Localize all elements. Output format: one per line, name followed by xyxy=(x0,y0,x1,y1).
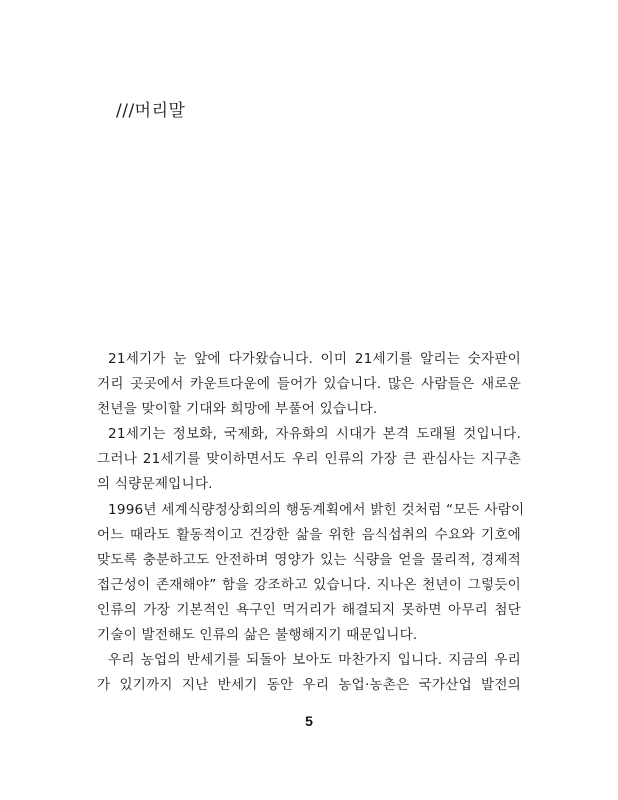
text-line: 가 있기까지 지난 반세기 동안 우리 농업·농촌은 국가산업 발전의 xyxy=(97,677,521,694)
text-line: 어느 때라도 활동적이고 건강한 삶을 위한 음식섭취의 수요와 기호에 xyxy=(97,526,521,543)
text-line: 천년을 맞이할 기대와 희망에 부풀어 있습니다. xyxy=(97,401,378,418)
text-line: 21세기는 정보화, 국제화, 자유화의 시대가 본격 도래될 것입니다. xyxy=(108,426,521,443)
text-line: 거리 곳곳에서 카운트다운에 들어가 있습니다. 많은 사람들은 새로운 xyxy=(97,376,521,393)
body-text xyxy=(97,347,525,698)
page-heading: ///머리말 xyxy=(116,101,186,121)
text-line: 21세기가 눈 앞에 다가왔습니다. 이미 21세기를 알리는 숫자판이 xyxy=(108,351,521,367)
paragraph-2 xyxy=(97,422,521,497)
text-line: 의 식량문제입니다. xyxy=(97,476,213,493)
paragraph-1 xyxy=(97,347,521,422)
text-line: 기술이 발전해도 인류의 삶은 불행해지기 때문입니다. xyxy=(97,627,418,644)
text-line: 우리 농업의 반세기를 되돌아 보아도 마찬가지 입니다. 지금의 우리 xyxy=(108,652,521,669)
text-line: 그러나 21세기를 맞이하면서도 우리 인류의 가장 큰 관심사는 지구촌 xyxy=(97,451,521,468)
text-line: 1996년 세계식량정상회의의 행동계획에서 밝힌 것처럼 “모든 사람이 xyxy=(108,501,525,518)
text-line: 맞도록 충분하고도 안전하며 영양가 있는 식량을 얻을 물리적, 경제적 xyxy=(97,551,521,568)
text-line: 인류의 가장 기본적인 욕구인 먹거리가 해결되지 못하면 아무리 첨단 xyxy=(97,601,521,618)
paragraph-4 xyxy=(97,648,521,698)
page-number: 5 xyxy=(305,713,313,729)
text-line: 접근성이 존재해야” 함을 강조하고 있습니다. 지나온 천년이 그렇듯이 xyxy=(97,576,521,593)
paragraph-3 xyxy=(97,498,525,649)
